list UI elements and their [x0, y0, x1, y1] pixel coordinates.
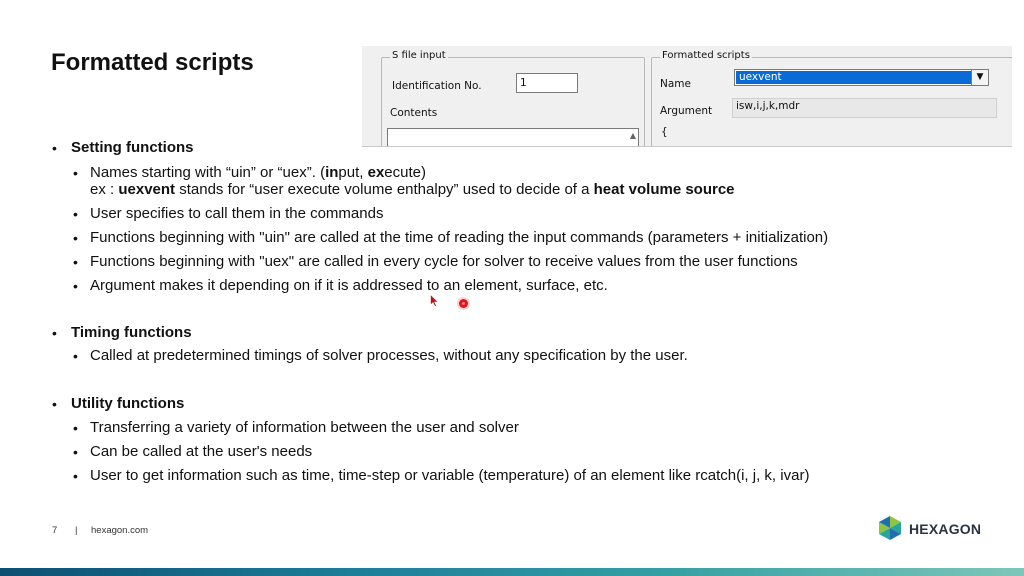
- bullet-dot: •: [73, 206, 78, 222]
- bullet-dot: •: [73, 230, 78, 246]
- argument-input[interactable]: isw,i,j,k,mdr: [732, 98, 997, 118]
- bullet-dot: •: [73, 278, 78, 294]
- mouse-cursor-icon: [430, 294, 439, 307]
- text: ecute): [384, 164, 426, 181]
- chevron-down-icon[interactable]: ▼: [971, 70, 988, 85]
- bullet-dot: •: [52, 140, 57, 156]
- script-brace: {: [661, 126, 668, 138]
- slide-title: Formatted scripts: [51, 49, 254, 76]
- contents-label: Contents: [390, 107, 438, 119]
- hexagon-logo-icon: [877, 515, 903, 541]
- footer-site-link[interactable]: hexagon.com: [91, 525, 149, 536]
- text: put,: [338, 164, 368, 181]
- identification-input[interactable]: 1: [516, 73, 578, 93]
- setting-functions-heading: Setting functions: [71, 139, 194, 156]
- setting-bullet-uex: Functions beginning with "uex" are called in every cycle for solver to receive values from the user functions: [90, 253, 798, 270]
- utility-bullet-rcatch: User to get information such as time, time-step or variable (temperature) of an element like rcatch(i, j, k, ivar): [90, 467, 810, 484]
- text: ex :: [90, 181, 119, 198]
- footer-separator: |: [75, 525, 78, 536]
- setting-bullet-argument: Argument makes it depending on if it is addressed to an element, surface, etc.: [90, 277, 608, 294]
- bullet-dot: •: [73, 444, 78, 460]
- argument-label: Argument: [660, 105, 713, 117]
- name-label: Name: [660, 78, 691, 90]
- bullet-dot: •: [73, 254, 78, 270]
- identification-label: Identification No.: [392, 80, 482, 92]
- bullet-dot: •: [73, 165, 78, 181]
- bottom-accent-bar: [0, 568, 1024, 576]
- utility-functions-heading: Utility functions: [71, 395, 185, 412]
- sfile-input-legend: S file input: [392, 50, 446, 61]
- bullet-dot: •: [73, 348, 78, 364]
- bullet-dot: •: [52, 325, 57, 341]
- bullet-dot: •: [52, 396, 57, 412]
- utility-bullet-transferring: Transferring a variety of information between the user and solver: [90, 419, 519, 436]
- timing-bullet-called: Called at predetermined timings of solver processes, without any specification by the user.: [90, 347, 688, 364]
- text-bold: ex: [367, 164, 385, 181]
- setting-bullet-user-specifies: User specifies to call them in the commands: [90, 205, 384, 222]
- laser-pointer-icon: [459, 299, 468, 308]
- page-number: 7: [52, 525, 58, 536]
- text: Names starting with “uin” or “uex”. (: [90, 164, 326, 181]
- setting-bullet-example: [90, 180, 735, 200]
- bullet-dot: •: [73, 420, 78, 436]
- formatted-scripts-legend: Formatted scripts: [662, 50, 750, 61]
- name-select-value: uexvent: [736, 71, 974, 84]
- text: stands for “user execute volume enthalpy” used to decide of a: [175, 181, 594, 198]
- setting-bullet-uin: Functions beginning with "uin" are called at the time of reading the input commands (parameters + initialization): [90, 229, 829, 246]
- text-bold: in: [325, 164, 339, 181]
- bullet-dot: •: [73, 468, 78, 484]
- hexagon-brand-name: HEXAGON: [909, 521, 982, 537]
- timing-functions-heading: Timing functions: [71, 324, 192, 341]
- scroll-up-icon[interactable]: ▲: [629, 131, 636, 140]
- text-bold: uexvent: [118, 181, 176, 198]
- text-bold: heat volume source: [593, 181, 735, 198]
- utility-bullet-needs: Can be called at the user's needs: [90, 443, 313, 460]
